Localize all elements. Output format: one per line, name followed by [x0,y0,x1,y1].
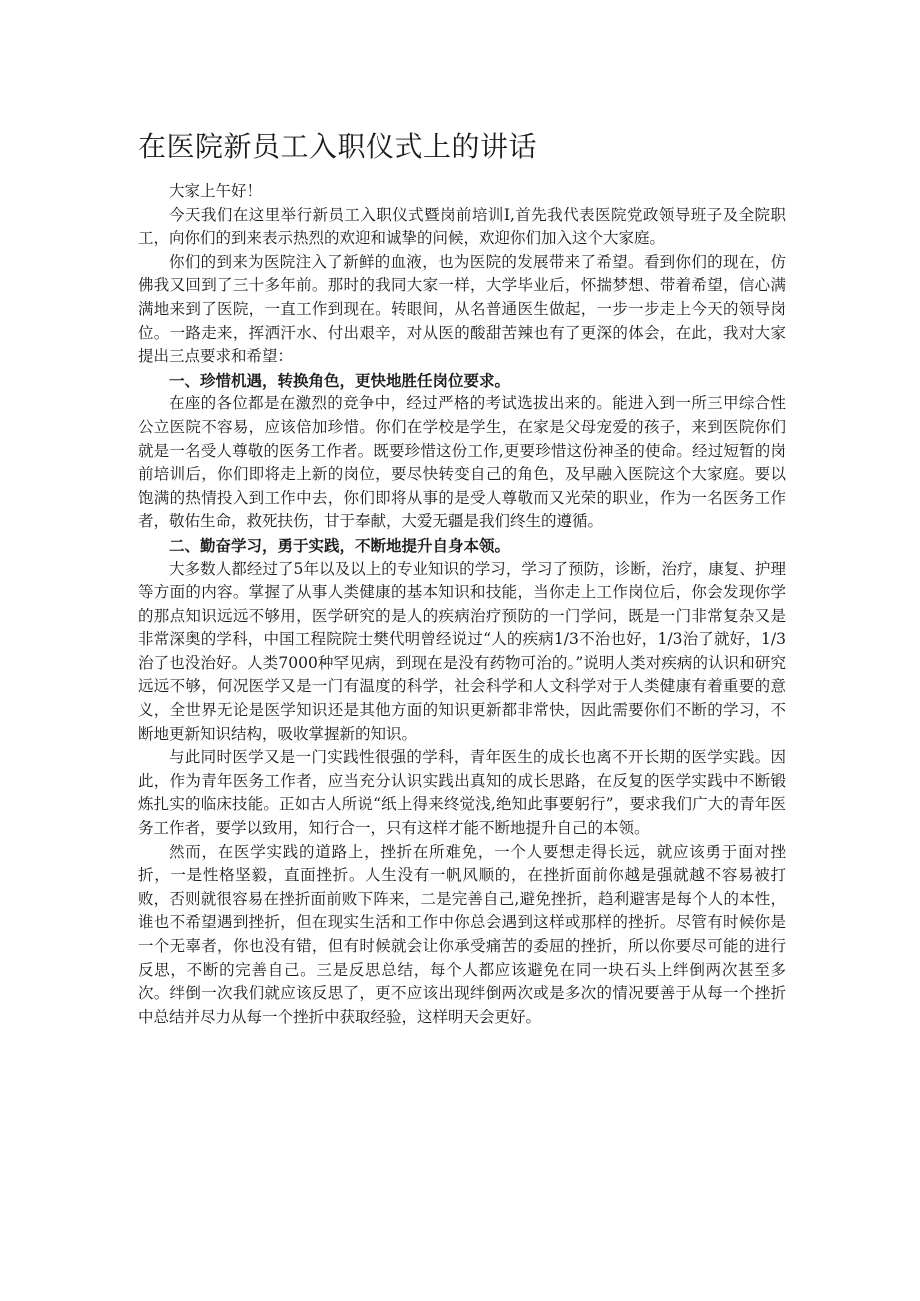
section-2-paragraph-2: 与此同时医学又是一门实践性很强的学科，青年医生的成长也离不开长期的医学实践。因此，作为青年医务工作者，应当充分认识实践出真知的成长思路，在反复的医学实践中不断锻炼扎实的临床技能。正如古人所说“纸上得来终觉浅,绝知此事要躬行”，要求我们广大的青年医务工作者，要学以致用，知行合一，只有这样才能不断地提升自己的本领。 [138,748,786,838]
section-heading-1: 一、珍惜机遇，转换角色，更快地胜任岗位要求。 [169,370,511,390]
section-2-paragraph-1: 大多数人都经过了5年以及以上的专业知识的学习，学习了预防，诊断，治疗，康复、护理等方面的内容。掌握了从事人类健康的基本知识和技能，当你走上工作岗位后，你会发现你学的那点知识远远不够用，医学研究的是人的疾病治疗预防的一门学问，既是一门非常复杂又是非常深奥的学科，中国工程院院士樊代明曾经说过“人的疾病1/3不治也好，1/3治了就好，1/3治了也没治好。人类7000种罕见病，到现在是没有药物可治的。”说明人类对疾病的认识和研究远远不够，何况医学又是一门有温度的科学，社会科学和人文科学对于人类健康有着重要的意义，全世界无论是医学知识还是其他方面的知识更新都非常快，因此需要你们不断的学习，不断地更新知识结构，吸收掌握新的知识。 [138,559,786,743]
greeting-paragraph: 大家上午好！ [169,182,263,200]
section-2-paragraph-3: 然而，在医学实践的道路上，挫折在所难免，一个人要想走得长远，就应该勇于面对挫折，一是性格坚毅，直面挫折。人生没有一帆风顺的，在挫折面前你越是强就越不容易被打败，否则就很容易在挫折面前败下阵来，二是完善自己,避免挫折，趋利避害是每个人的本性，谁也不希望遇到挫折，但在现实生活和工作中你总会遇到这样或那样的挫折。尽管有时候你是一个无辜者，你也没有错，但有时候就会让你承受痛苦的委屈的挫折，所以你要尽可能的进行反思，不断的完善自己。三是反思总结，每个人都应该避免在同一块石头上绊倒两次甚至多次。绊倒一次我们就应该反思了，更不应该出现绊倒两次或是多次的情况要善于从每一个挫折中总结并尽力从每一个挫折中获取经验，这样明天会更好。 [138,842,786,1026]
document-page [138,128,786,1029]
welcome-paragraph: 今天我们在这里举行新员工入职仪式暨岗前培训I,首先我代表医院党政领导班子及全院职工，向你们的到来表示热烈的欢迎和诚挚的问候，欢迎你们加入这个大家庭。 [138,205,786,248]
document-title: 在医院新员工入职仪式上的讲话 [138,130,538,163]
intro-paragraph: 你们的到来为医院注入了新鲜的血液，也为医院的发展带来了希望。看到你们的现在，仿佛我又回到了三十多年前。那时的我同大家一样，大学毕业后，怀揣梦想、带着希望，信心满满地来到了医院，一直工作到现在。转眼间，从名普通医生做起，一步一步走上今天的领导岗位。一路走来，挥洒汗水、付出艰辛，对从医的酸甜苦辣也有了更深的体会，在此，我对大家提出三点要求和希望： [138,252,786,366]
section-1-paragraph: 在座的各位都是在激烈的竞争中，经过严格的考试选拔出来的。能进入到一所三甲综合性公立医院不容易，应该倍加珍惜。你们在学校是学生，在家是父母宠爱的孩子，来到医院你们就是一名受人尊敬的医务工作者。既要珍惜这份工作,更要珍惜这份神圣的使命。经过短暂的岗前培训后，你们即将走上新的岗位，要尽快转变自己的角色，及早融入医院这个大家庭。要以饱满的热情投入到工作中去，你们即将从事的是受人尊敬而又光荣的职业，作为一名医务工作者，敬佑生命，救死扶伤，甘于奉献，大爱无疆是我们终生的遵循。 [138,394,786,531]
section-heading-2: 二、勤奋学习，勇于实践，不断地提升自身本领。 [169,535,511,555]
